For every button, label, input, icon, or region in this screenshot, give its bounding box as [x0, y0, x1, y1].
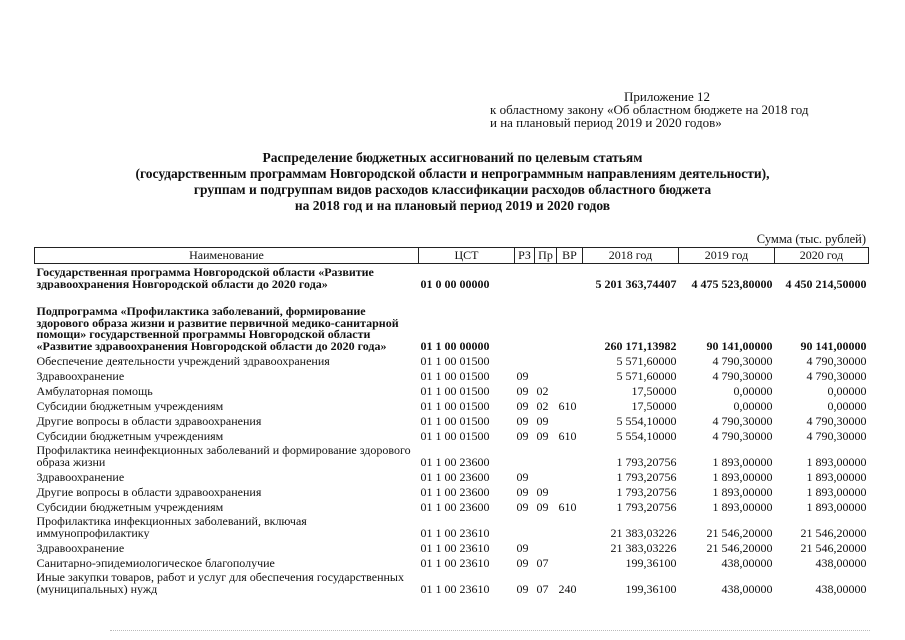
header-vr: ВР [557, 248, 583, 264]
row-cst: 01 1 00 01500 [420, 428, 490, 442]
row-cst: 01 1 00 23610 [420, 540, 490, 554]
row-2018: 5 554,10000 [616, 413, 677, 427]
row-2020: 4 790,30000 [806, 353, 867, 367]
row-2018: 260 171,13982 [604, 338, 677, 352]
row-2018: 1 793,20756 [616, 499, 677, 513]
row-2019: 90 141,00000 [706, 338, 773, 352]
row-pr [535, 290, 557, 352]
table-row [35, 264, 869, 291]
row-pr [535, 367, 557, 382]
row-vr [557, 513, 583, 539]
row-pr [535, 352, 557, 367]
row-vr [557, 468, 583, 483]
row-name: Субсидии бюджетным учреждениям [36, 499, 224, 513]
row-2018: 1 793,20756 [616, 469, 677, 483]
row-cst: 01 1 00 01500 [420, 368, 490, 382]
row-name: Другие вопросы в области здравоохранения [36, 413, 262, 427]
table-row [35, 290, 869, 352]
table-row [35, 483, 869, 498]
table-row [35, 539, 869, 554]
row-rz: 09 [516, 383, 529, 397]
table-row [35, 427, 869, 442]
row-2020: 1 893,00000 [806, 484, 867, 498]
row-cst: 01 1 00 23610 [420, 581, 490, 595]
row-vr [557, 290, 583, 352]
row-pr: 02 [536, 398, 549, 412]
table-row [35, 352, 869, 367]
row-name: Здравоохранение [36, 368, 125, 382]
row-cst: 01 1 00 23610 [420, 525, 490, 539]
row-vr [557, 554, 583, 569]
row-vr: 610 [558, 398, 577, 412]
row-2020: 90 141,00000 [800, 338, 867, 352]
header-pr: Пр [535, 248, 557, 264]
title-line-1: Распределение бюджетных ассигнований по целевым статьям [262, 150, 643, 165]
table-row [35, 468, 869, 483]
row-vr [557, 539, 583, 554]
row-2020: 438,00000 [815, 555, 867, 569]
appendix-law-line: к областному закону «Об областном бюджете на 2018 год [490, 102, 809, 117]
row-cst: 01 1 00 00000 [420, 338, 490, 352]
row-2020: 0,00000 [827, 398, 867, 412]
row-vr [557, 367, 583, 382]
row-2018: 199,36100 [625, 581, 677, 595]
row-2019: 1 893,00000 [712, 454, 773, 468]
row-vr [557, 483, 583, 498]
row-2018: 199,36100 [625, 555, 677, 569]
row-rz [515, 264, 535, 291]
row-rz: 09 [516, 428, 529, 442]
row-pr [535, 442, 557, 468]
row-cst: 01 1 00 01500 [420, 398, 490, 412]
table-row [35, 412, 869, 427]
row-name: Субсидии бюджетным учреждениям [36, 428, 224, 442]
row-vr [557, 442, 583, 468]
row-2020: 1 893,00000 [806, 499, 867, 513]
row-cst: 01 1 00 23600 [420, 499, 490, 513]
row-2019: 0,00000 [733, 383, 773, 397]
table-row [35, 569, 869, 595]
row-2020: 21 546,20000 [800, 525, 867, 539]
row-name: Здравоохранение [36, 469, 125, 483]
title-line-3: группам и подгруппам видов расходов классификации расходов областного бюджета [193, 182, 712, 197]
row-name: Подпрограмма «Профилактика заболеваний, формирование здорового образа жизни и развитие первичной медико-санитарной помощи» государственной программы Новгородской области «Развитие здравоохранения Новгородской области до 2020 года» [36, 304, 399, 352]
row-2019: 0,00000 [733, 398, 773, 412]
row-2019: 21 546,20000 [706, 525, 773, 539]
row-pr: 09 [536, 428, 549, 442]
appendix-number: Приложение 12 [624, 89, 711, 104]
row-pr [535, 513, 557, 539]
row-pr [535, 468, 557, 483]
row-cst: 01 1 00 23600 [420, 469, 490, 483]
row-pr: 02 [536, 383, 549, 397]
row-2018: 21 383,03226 [610, 525, 677, 539]
row-2019: 1 893,00000 [712, 499, 773, 513]
row-vr [557, 352, 583, 367]
row-2020: 4 450 214,50000 [785, 276, 867, 290]
row-2020: 1 893,00000 [806, 469, 867, 483]
row-rz: 09 [516, 555, 529, 569]
row-rz: 09 [516, 499, 529, 513]
row-name: Профилактика неинфекционных заболеваний и формирование здорового образа жизни [36, 443, 411, 468]
row-rz: 09 [516, 398, 529, 412]
row-cst: 01 1 00 23600 [420, 454, 490, 468]
table-row [35, 382, 869, 397]
row-vr [557, 412, 583, 427]
row-pr [535, 539, 557, 554]
row-2018: 5 571,60000 [616, 353, 677, 367]
row-name: Профилактика инфекционных заболеваний, включая иммунопрофилактику [36, 514, 307, 539]
units-label: Сумма (тыс. рублей) [756, 232, 866, 246]
row-rz: 09 [516, 540, 529, 554]
row-rz: 09 [516, 413, 529, 427]
row-name: Обеспечение деятельности учреждений здравоохранения [36, 353, 330, 367]
row-name: Субсидии бюджетным учреждениям [36, 398, 224, 412]
row-cst: 01 1 00 01500 [420, 413, 490, 427]
row-vr: 610 [558, 428, 577, 442]
row-2019: 438,00000 [721, 581, 773, 595]
row-2019: 4 790,30000 [712, 428, 773, 442]
row-rz: 09 [516, 484, 529, 498]
scan-artifact-line [110, 630, 870, 631]
row-2019: 1 893,00000 [712, 484, 773, 498]
budget-table [34, 247, 869, 595]
row-2019: 438,00000 [721, 555, 773, 569]
document-title [60, 150, 845, 214]
row-cst: 01 1 00 23600 [420, 484, 490, 498]
table-row [35, 442, 869, 468]
row-rz [515, 352, 535, 367]
row-rz: 09 [516, 581, 529, 595]
row-2020: 4 790,30000 [806, 368, 867, 382]
title-line-4: на 2018 год и на плановый период 2019 и 2020 годов [294, 198, 611, 213]
row-cst: 01 1 00 23610 [420, 555, 490, 569]
row-pr: 07 [536, 581, 549, 595]
row-name: Амбулаторная помощь [36, 383, 153, 397]
row-pr: 09 [536, 484, 549, 498]
row-name: Иные закупки товаров, работ и услуг для обеспечения государственных (муниципальных) нужд [36, 570, 404, 595]
row-2019: 1 893,00000 [712, 469, 773, 483]
row-2020: 438,00000 [815, 581, 867, 595]
row-2018: 1 793,20756 [616, 454, 677, 468]
row-name: Санитарно-эпидемиологическое благополучие [36, 555, 275, 569]
row-rz: 09 [516, 368, 529, 382]
row-2018: 1 793,20756 [616, 484, 677, 498]
table-row [35, 397, 869, 412]
row-cst: 01 1 00 01500 [420, 383, 490, 397]
row-2020: 0,00000 [827, 383, 867, 397]
row-cst: 01 1 00 01500 [420, 353, 490, 367]
header-name: Наименование [35, 248, 419, 264]
row-2020: 4 790,30000 [806, 413, 867, 427]
appendix-header [490, 90, 890, 129]
row-2018: 17,50000 [631, 398, 677, 412]
row-2018: 5 201 363,74407 [595, 276, 677, 290]
row-pr [535, 264, 557, 291]
table-header-row [35, 248, 869, 264]
header-2018: 2018 год [583, 248, 679, 264]
row-2019: 4 790,30000 [712, 353, 773, 367]
row-2019: 4 790,30000 [712, 413, 773, 427]
row-2019: 4 475 523,80000 [691, 276, 773, 290]
table-row [35, 513, 869, 539]
header-cst: ЦСТ [419, 248, 515, 264]
row-2019: 4 790,30000 [712, 368, 773, 382]
table-row [35, 367, 869, 382]
row-2018: 5 554,10000 [616, 428, 677, 442]
row-pr: 09 [536, 413, 549, 427]
header-2020: 2020 год [775, 248, 869, 264]
row-cst: 01 0 00 00000 [420, 276, 490, 290]
table-row [35, 554, 869, 569]
row-rz [515, 290, 535, 352]
appendix-period-line: и на плановый период 2019 и 2020 годов» [490, 115, 722, 130]
row-pr: 07 [536, 555, 549, 569]
header-2019: 2019 год [679, 248, 775, 264]
row-name: Государственная программа Новгородской области «Развитие здравоохранения Новгородской области до 2020 года» [36, 265, 374, 290]
row-2020: 1 893,00000 [806, 454, 867, 468]
row-2020: 21 546,20000 [800, 540, 867, 554]
row-name: Здравоохранение [36, 540, 125, 554]
row-rz [515, 442, 535, 468]
row-2018: 5 571,60000 [616, 368, 677, 382]
row-rz: 09 [516, 469, 529, 483]
row-pr: 09 [536, 499, 549, 513]
title-line-2: (государственным программам Новгородской области и непрограммным направлениям деятельности), [135, 166, 770, 181]
row-2020: 4 790,30000 [806, 428, 867, 442]
row-2019: 21 546,20000 [706, 540, 773, 554]
row-vr: 610 [558, 499, 577, 513]
row-name: Другие вопросы в области здравоохранения [36, 484, 262, 498]
header-rz: РЗ [515, 248, 535, 264]
row-2018: 21 383,03226 [610, 540, 677, 554]
row-rz [515, 513, 535, 539]
row-vr: 240 [558, 581, 577, 595]
row-vr [557, 264, 583, 291]
row-2018: 17,50000 [631, 383, 677, 397]
row-vr [557, 382, 583, 397]
table-row [35, 498, 869, 513]
